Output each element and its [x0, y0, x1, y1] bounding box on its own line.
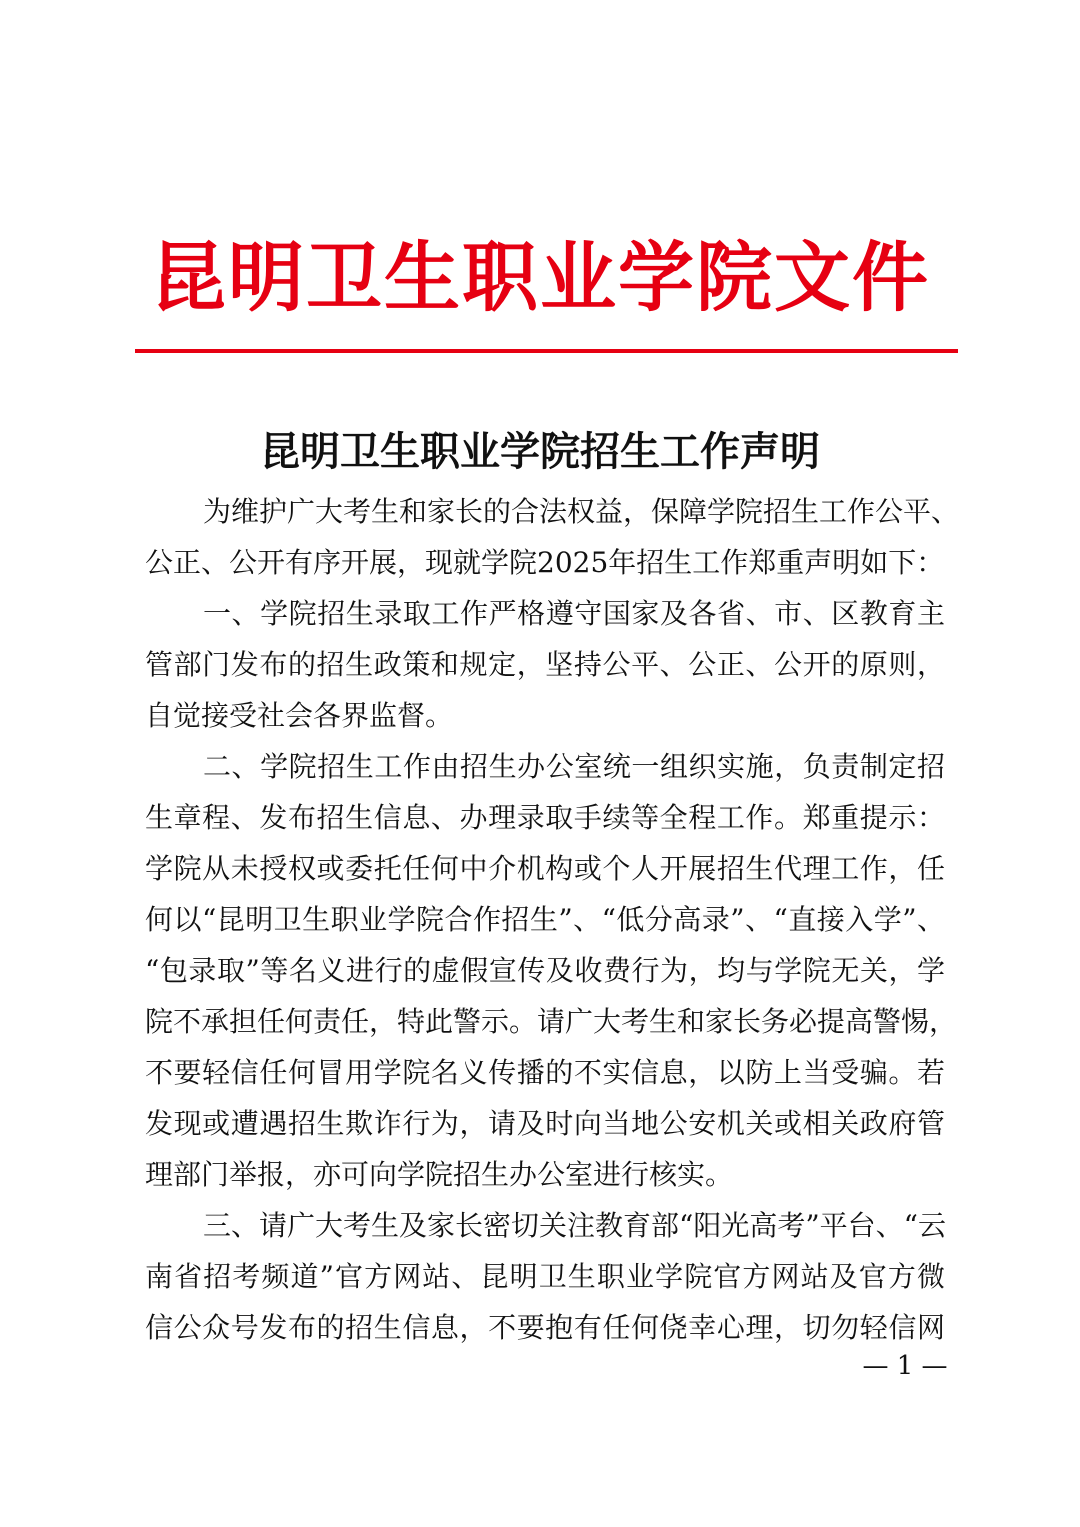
document-red-header: 昆明卫生职业学院文件 [150, 233, 930, 322]
body-line: 学院从未授权或委托任何中介机构或个人开展招生代理工作，任 [145, 852, 945, 885]
body-line: 一、学院招生录取工作严格遵守国家及各省、市、区教育主 [203, 597, 945, 630]
body-line: 发现或遭遇招生欺诈行为，请及时向当地公安机关或相关政府管 [145, 1107, 945, 1140]
body-line: 二、学院招生工作由招生办公室统一组织实施，负责制定招 [203, 750, 945, 783]
document-title: 昆明卫生职业学院招生工作声明 [260, 428, 820, 475]
document-body [145, 486, 960, 1353]
red-divider-line [135, 349, 958, 353]
body-line: 不要轻信任何冒用学院名义传播的不实信息，以防上当受骗。若 [145, 1056, 945, 1089]
body-line: 信公众号发布的招生信息，不要抱有任何侥幸心理，切勿轻信网 [145, 1311, 945, 1344]
body-line: 为维护广大考生和家长的合法权益，保障学院招生工作公平、 [203, 495, 960, 528]
body-line: 三、请广大考生及家长密切关注教育部“阳光高考”平台、“云 [203, 1209, 946, 1242]
body-line: 生章程、发布招生信息、办理录取手续等全程工作。郑重提示： [145, 801, 945, 834]
body-line: 公正、公开有序开展，现就学院2025年招生工作郑重声明如下： [145, 546, 945, 579]
body-line: 院不承担任何责任，特此警示。请广大考生和家长务必提高警惕， [145, 1005, 958, 1038]
body-line: 管部门发布的招生政策和规定，坚持公平、公正、公开的原则， [145, 648, 945, 681]
body-line: 何以“昆明卫生职业学院合作招生”、“低分高录”、“直接入学”、 [145, 903, 945, 936]
body-line: 南省招考频道”官方网站、昆明卫生职业学院官方网站及官方微 [145, 1260, 945, 1293]
body-line: 自觉接受社会各界监督。 [145, 699, 454, 732]
body-line: 理部门举报，亦可向学院招生办公室进行核实。 [145, 1158, 734, 1191]
page-number: — 1 — [862, 1351, 948, 1381]
body-line: “包录取”等名义进行的虚假宣传及收费行为，均与学院无关，学 [145, 954, 945, 987]
